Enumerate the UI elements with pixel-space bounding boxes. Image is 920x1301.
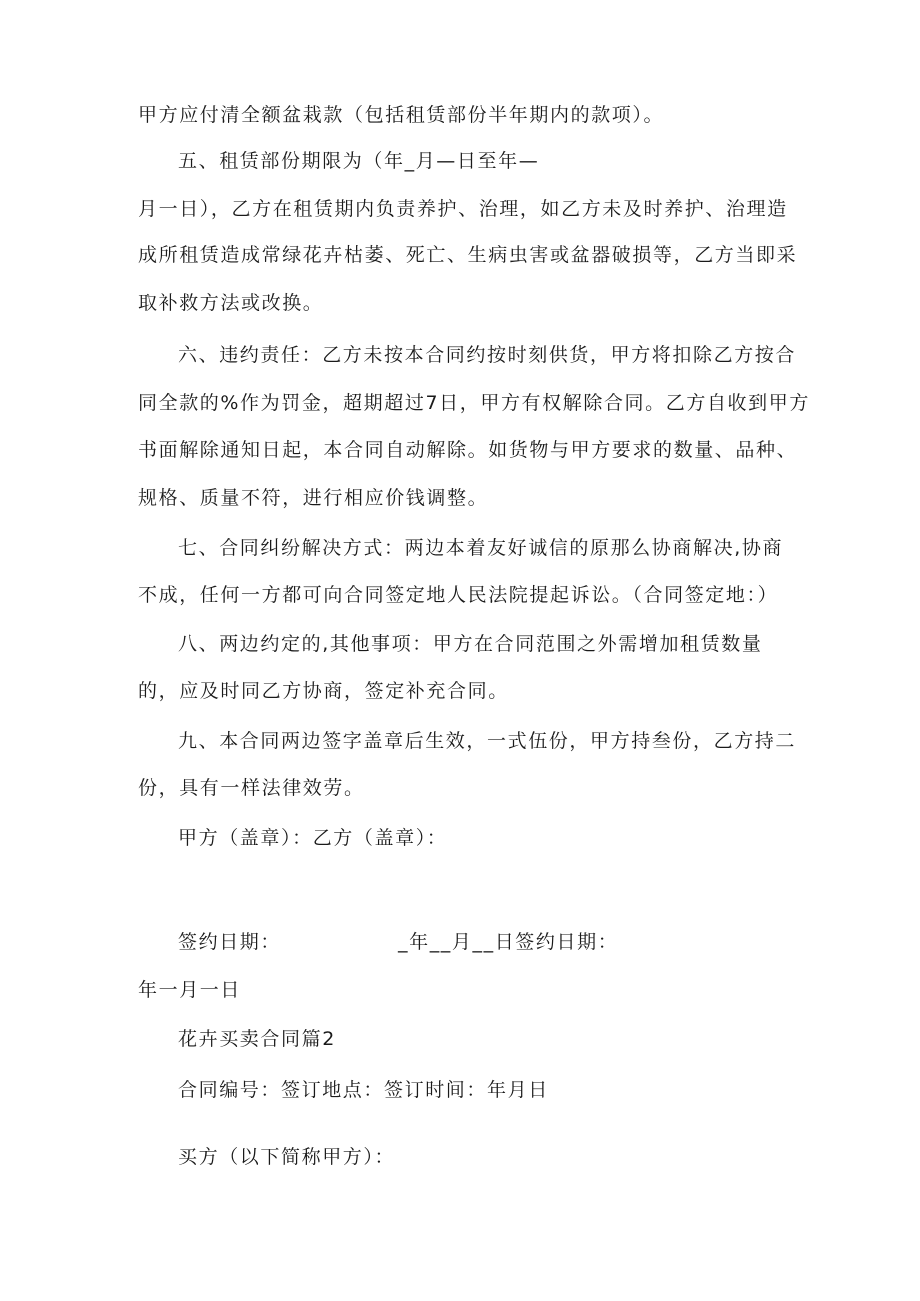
paragraph-line-15: 份，具有一样法律效劳。 [138, 777, 365, 799]
buyer-line: 买方（以下简称甲方）： [178, 1146, 396, 1168]
signing-date-label: 签约日期： [178, 931, 282, 953]
paragraph-line-9: 规格、质量不符，进行相应价钱调整。 [138, 487, 489, 509]
paragraph-line-1: 甲方应付清全额盆栽款（包括租赁部份半年期内的款项）。 [138, 104, 665, 126]
paragraph-line-10: 七、合同纠纷解决方式：两边本着友好诚信的原那么协商解决,协商 [178, 537, 784, 559]
contract-info: 合同编号：签订地点：签订时间：年月日 [178, 1079, 549, 1101]
paragraph-line-14: 九、本合同两边签字盖章后生效，一式伍份，甲方持叁份，乙方持二 [178, 730, 797, 752]
date-line: 年一月一日 [138, 979, 242, 1001]
paragraph-line-2: 五、租赁部份期限为（年_月—日至年— [178, 150, 540, 172]
paragraph-line-6: 六、违约责任：乙方未按本合同约按时刻供货，甲方将扣除乙方按合 [178, 344, 797, 366]
seal-line: 甲方（盖章）：乙方（盖章）： [178, 827, 448, 849]
signing-date-right: _年__月__日签约日期： [398, 931, 619, 953]
paragraph-line-13: 的，应及时同乙方协商，签定补充合同。 [138, 680, 509, 702]
paragraph-line-4: 成所租赁造成常绿花卉枯萎、死亡、生病虫害或盆器破损等，乙方当即采 [138, 244, 798, 266]
paragraph-line-11: 不成，任何一方都可向合同签定地人民法院提起诉讼。（合同签定地：） [138, 584, 779, 606]
paragraph-line-3: 月一日），乙方在租赁期内负责养护、治理，如乙方未及时养护、治理造 [138, 198, 788, 220]
paragraph-line-5: 取补救方法或改换。 [138, 292, 324, 314]
section-title: 花卉买卖合同篇2 [178, 1028, 336, 1050]
paragraph-line-12: 八、两边约定的,其他事项：甲方在合同范围之外需增加租赁数量 [178, 633, 763, 655]
paragraph-line-8: 书面解除通知日起，本合同自动解除。如货物与甲方要求的数量、品种、 [138, 439, 798, 461]
paragraph-line-7: 同全款的%作为罚金，超期超过7日，甲方有权解除合同。乙方自收到甲方 [138, 392, 810, 414]
